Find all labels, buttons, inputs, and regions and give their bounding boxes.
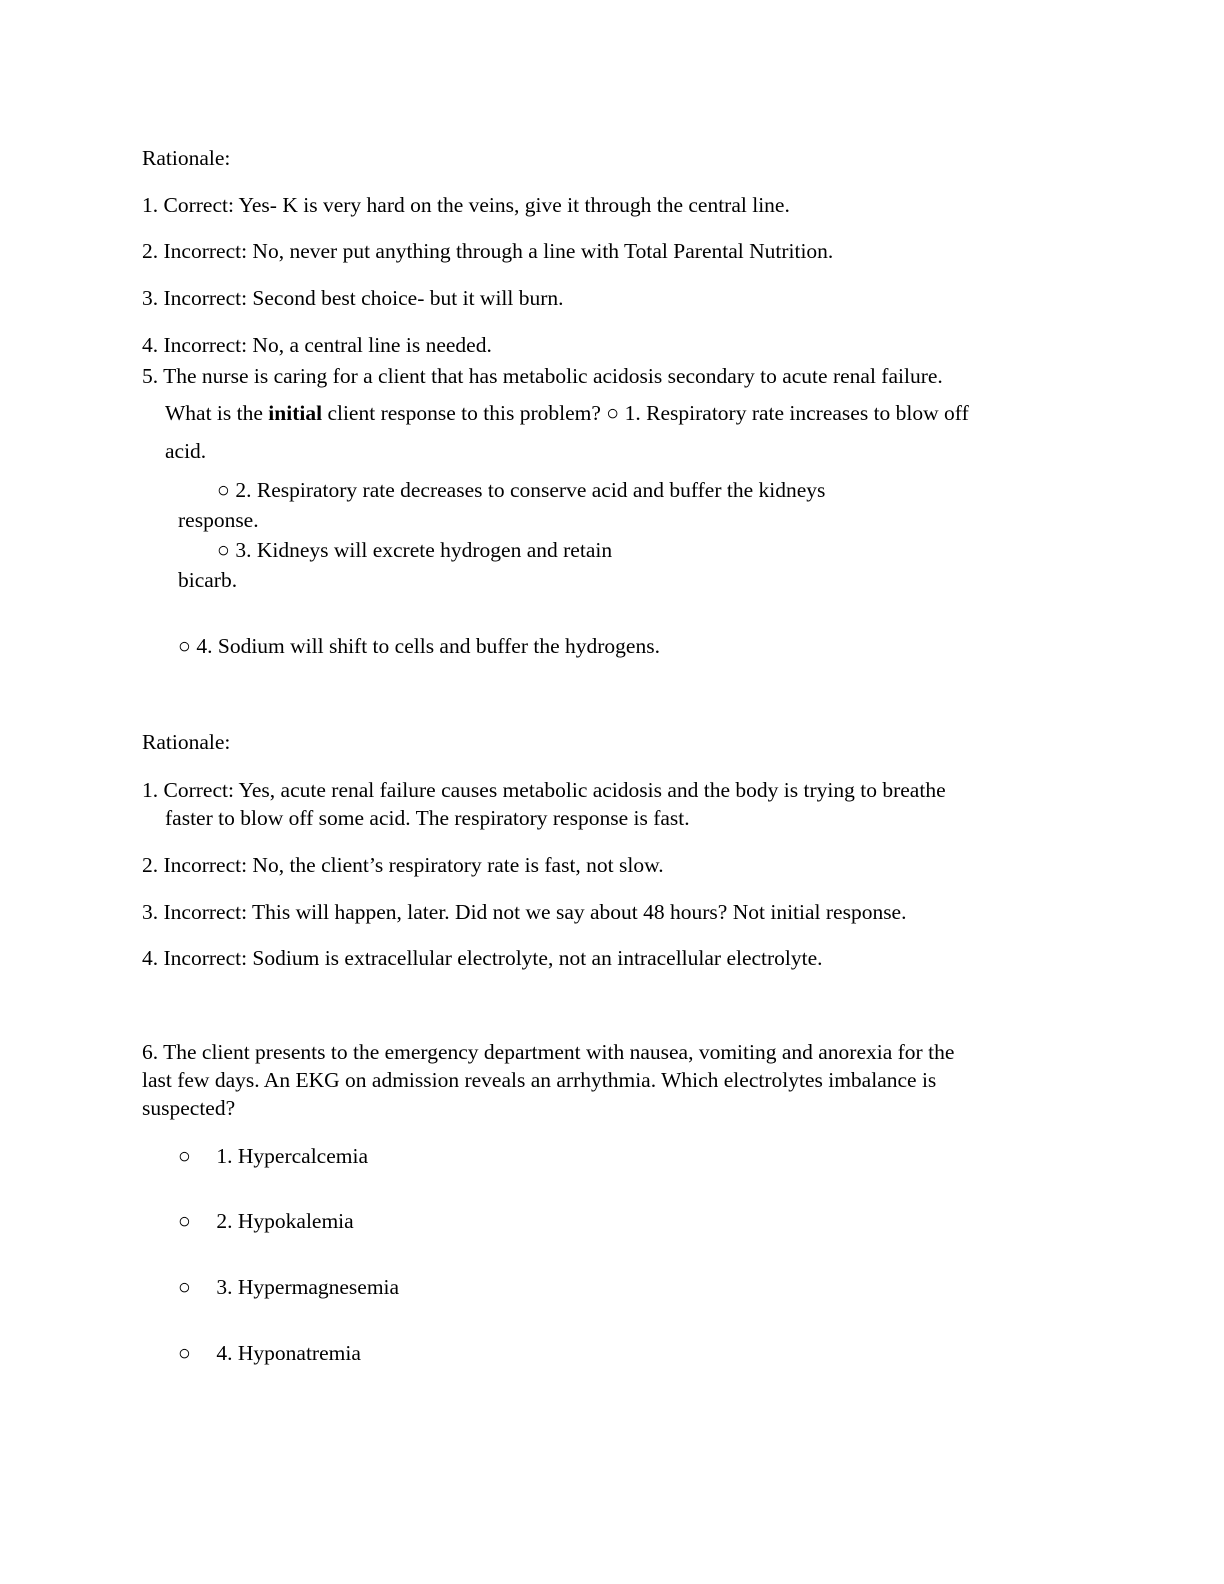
- question-5-option-1: client response to this problem? ○ 1. Respiratory rate increases to blow off: [322, 401, 969, 425]
- rationale-item: 2. Incorrect: No, never put anything through a line with Total Parental Nutrition.: [142, 239, 834, 263]
- answer-option-label: 1. Hypercalcemia: [216, 1144, 368, 1168]
- question-6-stem-line2: last few days. An EKG on admission reveals an arrhythmia. Which electrolytes imbalance is: [142, 1068, 937, 1092]
- question-5-option-1-cont: acid.: [165, 439, 207, 463]
- question-6-stem-line3: suspected?: [142, 1096, 236, 1120]
- rationale-item: 4. Incorrect: Sodium is extracellular electrolyte, not an intracellular electrolyte.: [142, 946, 823, 970]
- answer-option-label: 2. Hypokalemia: [216, 1209, 354, 1233]
- radio-circle-icon: ○: [178, 1275, 191, 1299]
- rationale-heading: Rationale:: [142, 146, 231, 170]
- radio-circle-icon: ○: [178, 1341, 191, 1365]
- question-5-option-3: ○ 3. Kidneys will excrete hydrogen and retain: [217, 538, 613, 562]
- answer-option-label: 3. Hypermagnesemia: [216, 1275, 400, 1299]
- answer-option[interactable]: [178, 1343, 361, 1365]
- answer-option[interactable]: [178, 1146, 368, 1168]
- rationale-item: 4. Incorrect: No, a central line is needed.: [142, 333, 492, 357]
- question-5-option-4: ○ 4. Sodium will shift to cells and buffer the hydrogens.: [178, 634, 660, 658]
- answer-option[interactable]: [178, 1277, 399, 1299]
- radio-circle-icon: ○: [178, 1144, 191, 1168]
- question-5-stem: 5. The nurse is caring for a client that has metabolic acidosis secondary to acute renal failure.: [142, 364, 943, 388]
- answer-option[interactable]: [178, 1211, 354, 1233]
- question-5-stem-line2: [165, 403, 969, 425]
- question-5-option-2-cont: response.: [178, 508, 259, 532]
- rationale-item: 3. Incorrect: This will happen, later. Did not we say about 48 hours? Not initial response.: [142, 900, 907, 924]
- rationale-item-cont: faster to blow off some acid. The respiratory response is fast.: [165, 806, 690, 830]
- rationale-item: 2. Incorrect: No, the client’s respiratory rate is fast, not slow.: [142, 853, 664, 877]
- rationale-item: 1. Correct: Yes- K is very hard on the veins, give it through the central line.: [142, 193, 790, 217]
- question-5-option-3-cont: bicarb.: [178, 568, 238, 592]
- rationale-heading: Rationale:: [142, 730, 231, 754]
- question-5-text: What is the: [165, 401, 269, 425]
- answer-option-label: 4. Hyponatremia: [216, 1341, 361, 1365]
- question-6-stem: 6. The client presents to the emergency department with nausea, vomiting and anorexia for the: [142, 1040, 955, 1064]
- rationale-item: 1. Correct: Yes, acute renal failure causes metabolic acidosis and the body is trying to breathe: [142, 778, 946, 802]
- emphasis-initial: initial: [268, 401, 323, 425]
- question-5-option-2: ○ 2. Respiratory rate decreases to conserve acid and buffer the kidneys: [217, 478, 826, 502]
- rationale-item: 3. Incorrect: Second best choice- but it will burn.: [142, 286, 564, 310]
- radio-circle-icon: ○: [178, 1209, 191, 1233]
